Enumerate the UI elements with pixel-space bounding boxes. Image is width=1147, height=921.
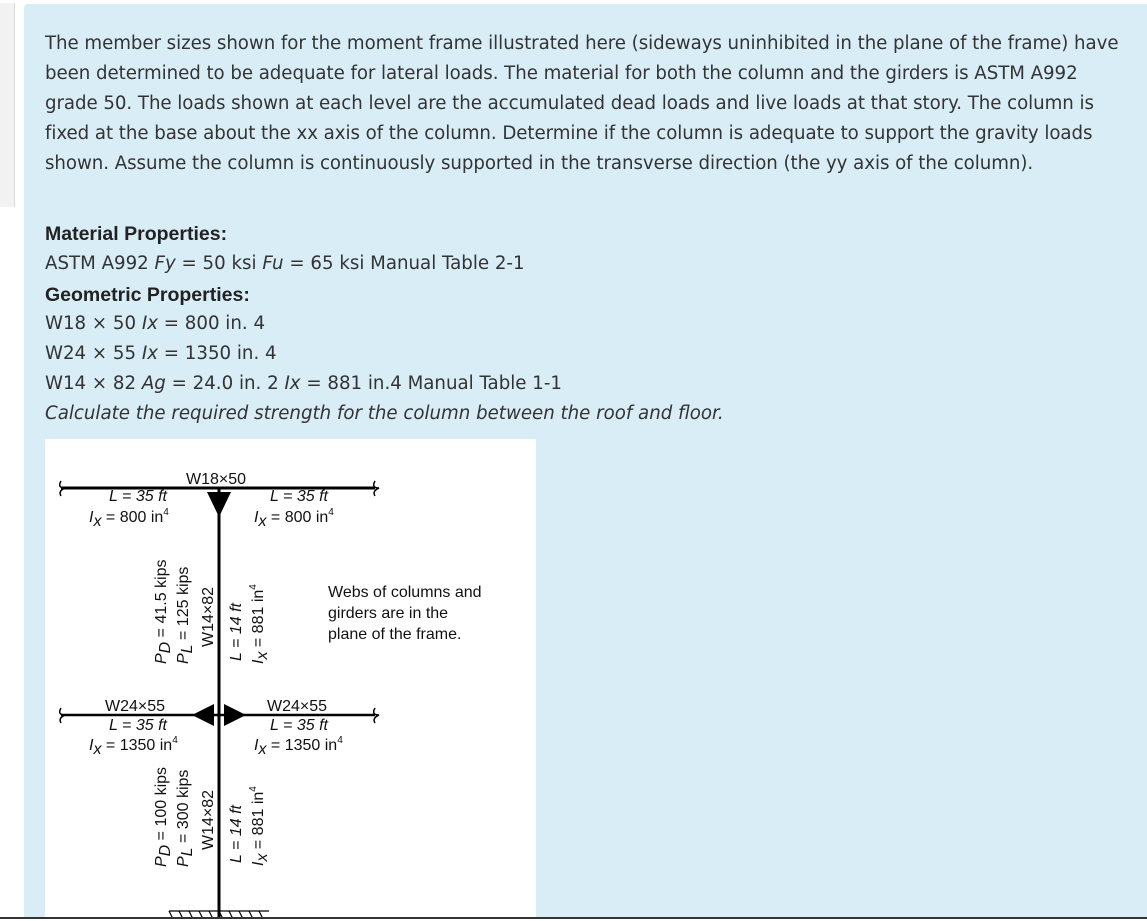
lower-column-label: W14×82 [200, 789, 217, 850]
frame-diagram-svg [45, 439, 536, 919]
geometric-heading: Geometric Properties: [45, 284, 250, 306]
roof-right-inertia: Ix = 800 $in^4$ [254, 507, 334, 530]
upper-live-load: PL = 125 kips [175, 566, 196, 664]
roof-connection-icon [207, 492, 231, 517]
note-line-1: Webs of columns and [328, 584, 482, 601]
material-heading: Material Properties: [45, 223, 228, 245]
lower-column-inertia: Ix = 881 $in^4$ [248, 786, 271, 866]
note-line-3: plane of the frame. [328, 626, 462, 643]
floor-right-inertia: Ix = 1350 $in^4$ [254, 735, 343, 758]
geom-line-w24: W24 × 55 Ix = 1350 in. 4 [45, 343, 277, 364]
roof-beam-label: W18×50 [186, 471, 247, 488]
problem-statement: The member sizes shown for the moment frame illustrated here (sideways uninhibited in the plane of the frame) have been determined to be adequate for lateral loads. The material for both the column and the girders is ASTM A992 grade 50. The loads shown at each level are the accumulated dead loads and live loads at that story. The column is fixed at the base about the xx axis of the column. Determine if the column is adequate to support the gravity loads shown. Assume the column is continuously supported in the transverse direction (the yy axis of the column). [45, 33, 1119, 174]
note-line-2: girders are in the [328, 605, 449, 622]
roof-left-length: L = 35 ft [109, 488, 167, 505]
lower-column-length: L = 14 ft [228, 805, 245, 863]
floor-left-length: L = 35 ft [109, 717, 167, 734]
upper-dead-load: PD = 41.5 kips [153, 559, 174, 664]
geom-line-w18: W18 × 50 Ix = 800 in. 4 [45, 313, 266, 334]
bottom-divider [0, 917, 1147, 919]
floor-left-connection-icon [192, 704, 214, 726]
roof-right-length: L = 35 ft [270, 488, 328, 505]
floor-right-length: L = 35 ft [270, 717, 328, 734]
frame-diagram [45, 439, 536, 919]
geom-line-w14: W14 × 82 Ag = 24.0 in. 2 Ix = 881 in.4 Manual Table 1-1 [45, 373, 562, 394]
upper-column-label: W14×82 [200, 586, 217, 647]
task-statement: Calculate the required strength for the column between the roof and floor. [45, 403, 724, 424]
floor-right-connection-icon [224, 704, 246, 726]
roof-left-inertia: Ix = 800 $in^4$ [89, 507, 169, 530]
material-properties-line: ASTM A992 Fy = 50 ksi Fu = 65 ksi Manual Table 2-1 [45, 253, 525, 274]
floor-left-beam-label: W24×55 [105, 698, 166, 715]
upper-column-length: L = 14 ft [228, 603, 245, 661]
floor-left-inertia: Ix = 1350 $in^4$ [89, 735, 178, 758]
upper-column-inertia: Ix = 881 $in^4$ [248, 584, 271, 664]
lower-live-load: PL = 300 kips [175, 769, 196, 867]
left-panel-edge [0, 3, 15, 207]
lower-dead-load: PD = 100 kips [153, 766, 174, 867]
floor-right-beam-label: W24×55 [267, 698, 328, 715]
